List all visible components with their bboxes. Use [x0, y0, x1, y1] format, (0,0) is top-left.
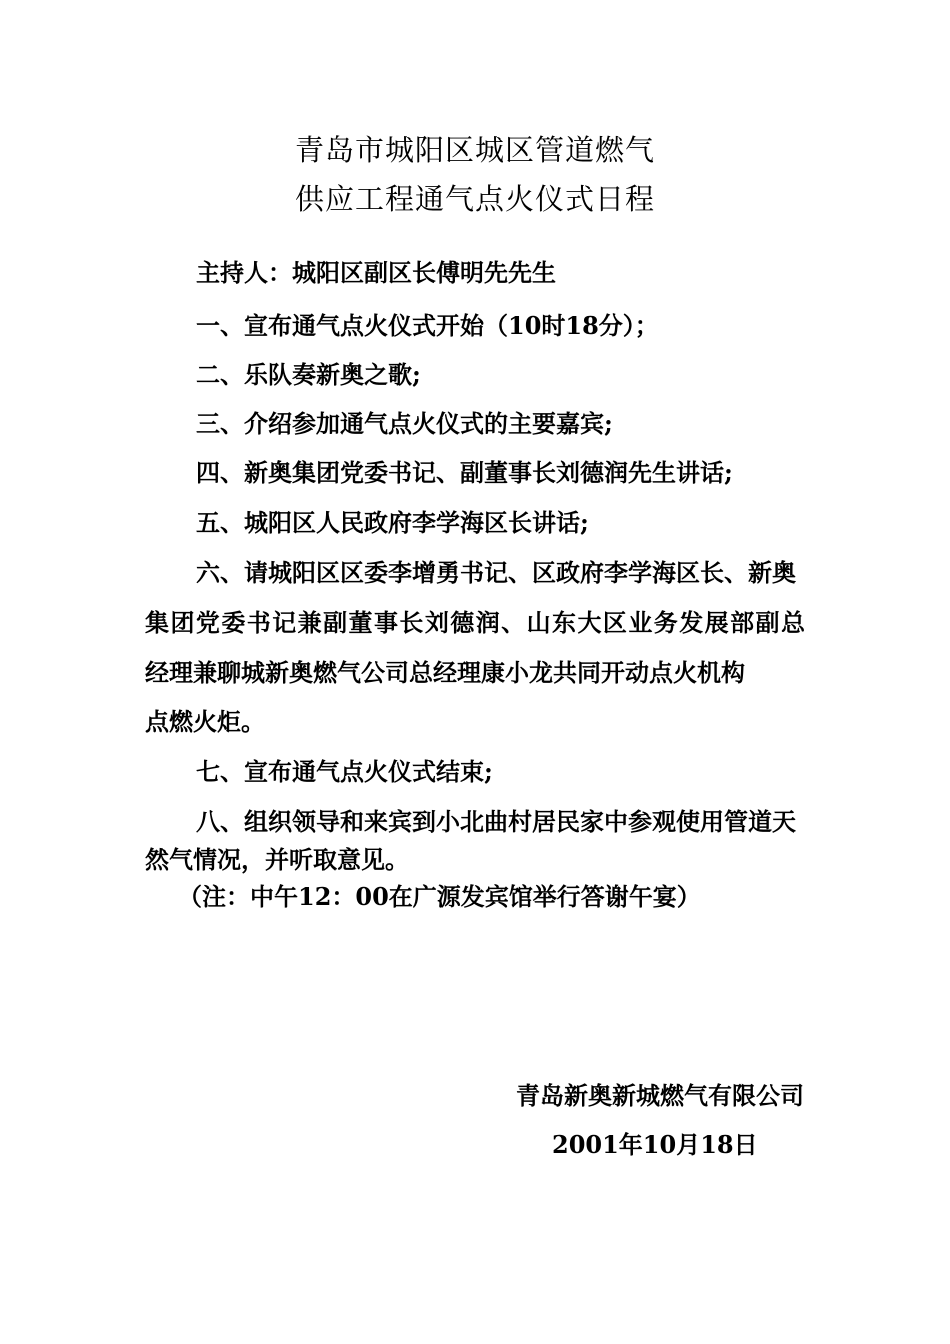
agenda-item-6-line-1: 六、请城阳区区委李增勇书记、区政府李学海区长、新奥 [196, 558, 796, 587]
host-line: 主持人：城阳区副区长傅明先先生 [196, 258, 556, 287]
signature-date: 2001年10月18日 [552, 1130, 758, 1159]
document-title-line-2: 供应工程通气点火仪式日程 [294, 182, 655, 216]
agenda-item-7: 七、宣布通气点火仪式结束; [196, 757, 493, 786]
agenda-item-4: 四、新奥集团党委书记、副董事长刘德润先生讲话; [196, 458, 733, 487]
agenda-item-8-line-2: 然气情况，并听取意见。 [145, 845, 409, 874]
agenda-item-5: 五、城阳区人民政府李学海区长讲话; [196, 508, 589, 537]
agenda-item-1: 一、宣布通气点火仪式开始（10时18分）； [196, 311, 659, 340]
document-title-line-1: 青岛市城阳区城区管道燃气 [294, 133, 655, 167]
agenda-item-6-line-2: 集团党委书记兼副董事长刘德润、山东大区业务发展部副总 [145, 608, 805, 637]
signature-company: 青岛新奥新城燃气有限公司 [516, 1081, 804, 1110]
agenda-item-6-line-4: 点燃火炬。 [145, 707, 265, 736]
luncheon-note: （注：中午12：00在广源发宾馆举行答谢午宴） [178, 882, 701, 911]
agenda-item-8-line-1: 八、组织领导和来宾到小北曲村居民家中参观使用管道天 [196, 807, 796, 836]
agenda-item-6-line-3: 经理兼聊城新奥燃气公司总经理康小龙共同开动点火机构 [145, 658, 745, 687]
agenda-item-2: 二、乐队奏新奥之歌; [196, 360, 421, 389]
agenda-item-3: 三、介绍参加通气点火仪式的主要嘉宾; [196, 409, 613, 438]
